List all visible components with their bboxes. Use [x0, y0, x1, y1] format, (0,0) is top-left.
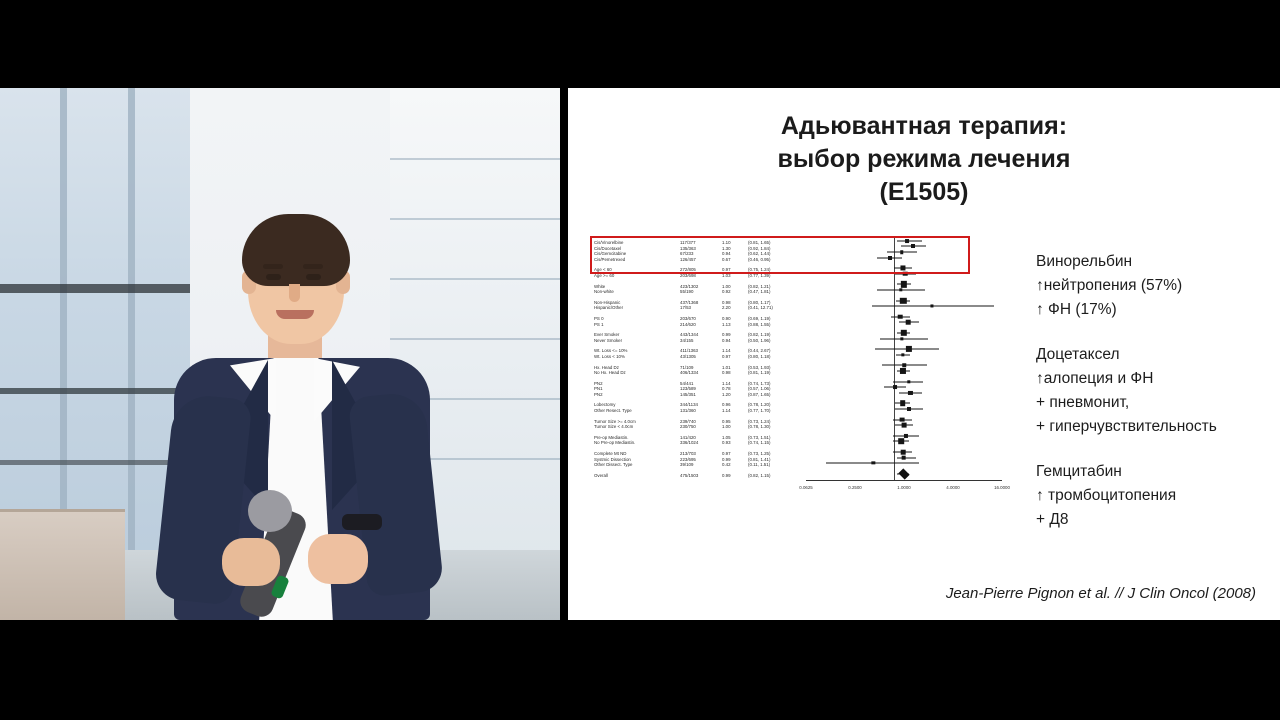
forest-cell-lbl: Overall [594, 472, 608, 478]
forest-cell-ci: (0.82, 1.19) [748, 332, 771, 338]
forest-plot-row [594, 440, 804, 446]
forest-cell-n: 230/750 [680, 424, 696, 430]
forest-cell-hr: 0.93 [722, 440, 731, 446]
forest-cell-lbl: Other Dissect. Type [594, 462, 633, 468]
forest-cell-n: 126/457 [680, 256, 696, 262]
forest-cell-hr: 1.00 [722, 283, 731, 289]
forest-cell-ci: (0.57, 1.06) [748, 386, 771, 392]
forest-cell-ci: (0.41, 12.71) [748, 305, 773, 311]
forest-cell-hr: 2.20 [722, 305, 731, 311]
forest-cell-n: 411/1363 [680, 348, 698, 354]
podium [0, 509, 125, 620]
citation: Jean-Pierre Pignon et al. // J Clin Oncol (2008) [945, 585, 1256, 602]
note-group [1036, 460, 1272, 532]
forest-cell-ci: (0.75, 1.24) [748, 267, 771, 273]
overall-estimate-marker [898, 468, 909, 479]
forest-cell-lbl: Age >= 60 [594, 272, 615, 278]
forest-plot-labels [594, 240, 804, 478]
forest-cell-lbl: PN2 [594, 391, 603, 397]
x-axis-tick-label: 4.0000 [946, 484, 960, 490]
forest-cell-lbl: Cis/Pemetrexed [594, 256, 626, 262]
note-line: ↑ ФН (17%) [1036, 301, 1117, 318]
forest-cell-hr: 0.90 [722, 315, 731, 321]
forest-cell-n: 336/1024 [680, 440, 699, 446]
slide-title-line-2: выбор режима лечения [777, 145, 1071, 173]
forest-cell-hr: 0.97 [722, 353, 731, 359]
forest-cell-lbl: Non-white [594, 289, 614, 295]
forest-cell-n: 131/360 [680, 408, 696, 414]
forest-plot-row [594, 424, 804, 430]
forest-cell-ci: (0.73, 1.24) [748, 418, 771, 424]
forest-plot-row [594, 338, 804, 344]
forest-cell-lbl: Tumor Size < 4.0cm [594, 424, 634, 430]
forest-cell-lbl: Age < 60 [594, 267, 612, 273]
highlight-box [590, 236, 970, 274]
point-estimate-marker [899, 439, 905, 445]
forest-cell-n: 123/589 [680, 386, 696, 392]
forest-cell-n: 475/1503 [680, 472, 699, 478]
point-estimate-marker [900, 337, 903, 340]
forest-cell-ci: (0.82, 1.15) [748, 472, 771, 478]
forest-cell-ci: (0.73, 1.25) [748, 451, 771, 457]
forest-cell-hr: 1.13 [722, 321, 731, 327]
forest-cell-n: 141/420 [680, 434, 696, 440]
forest-cell-lbl: Pre-op Mediastin. [594, 434, 629, 440]
forest-cell-lbl: Systmic Dissection [594, 456, 631, 462]
point-estimate-marker [902, 423, 907, 428]
forest-plot-row [594, 392, 804, 398]
point-estimate-marker [907, 380, 910, 383]
forest-cell-lbl: PN1 [594, 386, 603, 392]
forest-cell-ci: (0.80, 1.17) [748, 299, 771, 305]
mouth [276, 310, 314, 319]
forest-cell-ci: (0.73, 1.51) [748, 434, 771, 440]
confidence-interval [880, 338, 928, 339]
forest-cell-hr: 0.99 [722, 332, 731, 338]
forest-cell-ci: (0.82, 1.21) [748, 283, 771, 289]
forest-cell-ci: (0.81, 1.19) [748, 370, 771, 376]
forest-cell-hr: 0.99 [722, 456, 731, 462]
point-estimate-marker [900, 297, 906, 303]
forest-cell-lbl: Tumor Size >= 4.0cm [594, 418, 636, 424]
forest-cell-n: 67/233 [680, 251, 694, 257]
point-estimate-marker [900, 401, 906, 407]
hand-right [308, 534, 368, 584]
point-estimate-marker [901, 353, 904, 356]
forest-cell-n: 117/377 [680, 240, 696, 245]
forest-cell-n: 344/1134 [680, 402, 698, 408]
forest-cell-lbl: No Hx. Head Dz [594, 370, 626, 376]
slide-view [568, 88, 1280, 620]
forest-cell-lbl: PS 1 [594, 321, 604, 327]
forest-cell-hr: 1.01 [722, 364, 731, 370]
forest-cell-n: 223/695 [680, 456, 696, 462]
speaker-video [0, 88, 560, 620]
forest-cell-hr: 0.94 [722, 337, 731, 343]
eyebrow-left [263, 264, 283, 269]
slide-notes [1036, 250, 1272, 553]
forest-cell-ci: (0.62, 1.44) [748, 251, 771, 257]
forest-cell-lbl: Lobectomy [594, 402, 616, 408]
point-estimate-marker [906, 346, 912, 352]
note-line: + Д8 [1036, 511, 1069, 528]
forest-cell-hr: 0.78 [722, 386, 731, 392]
forest-cell-ci: (0.53, 1.93) [748, 364, 771, 370]
slide-title-line-3: (E1505) [879, 178, 969, 206]
forest-cell-ci: (0.44, 2.67) [748, 348, 771, 354]
forest-plot-row [594, 370, 804, 376]
forest-cell-n: 239/740 [680, 418, 696, 424]
point-estimate-marker [907, 407, 911, 411]
forest-cell-ci: (0.81, 1.41) [748, 456, 771, 462]
forest-cell-lbl: Complete Mt ND [594, 451, 627, 457]
forest-plot-row [594, 354, 804, 360]
forest-cell-ci: (0.46, 0.95) [748, 256, 771, 262]
forest-cell-n: 135/363 [680, 245, 696, 251]
microphone-head [248, 490, 292, 532]
forest-cell-hr: 0.98 [722, 370, 731, 376]
wristwatch [342, 514, 382, 530]
forest-cell-hr: 0.94 [722, 251, 731, 257]
forest-cell-lbl: Cis/Vinorelbine [594, 240, 624, 245]
hair [242, 214, 350, 286]
forest-cell-n: 406/1334 [680, 370, 699, 376]
forest-cell-ci: (0.11, 1.51) [748, 462, 771, 468]
forest-cell-hr: 1.14 [722, 380, 731, 386]
forest-plot-row [594, 322, 804, 328]
forest-cell-hr: 0.95 [722, 418, 731, 424]
forest-cell-ci: (0.78, 1.30) [748, 424, 771, 430]
forest-plot-row [594, 473, 804, 479]
point-estimate-marker [900, 330, 906, 336]
forest-cell-n: 34/155 [680, 337, 694, 343]
forest-cell-hr: 1.14 [722, 408, 731, 414]
point-estimate-marker [872, 462, 875, 465]
x-axis-tick-label: 16.0000 [994, 484, 1010, 490]
note-line: + гиперчувствительность [1036, 418, 1217, 435]
forest-cell-ci: (0.74, 1.15) [748, 440, 771, 446]
forest-cell-n: 43/1305 [680, 353, 696, 359]
forest-cell-hr: 0.92 [722, 289, 731, 295]
forest-cell-hr: 1.14 [722, 348, 731, 354]
forest-plot-area [799, 238, 1010, 490]
hand-left [222, 538, 280, 586]
forest-cell-hr: 0.67 [722, 256, 731, 262]
forest-cell-n: 443/1344 [680, 332, 699, 338]
point-estimate-marker [899, 288, 902, 291]
forest-cell-ci: (0.78, 1.20) [748, 402, 771, 408]
null-effect-line [894, 238, 895, 481]
slide-title-line-1: Адьювантная терапия: [780, 112, 1068, 140]
point-estimate-marker [906, 320, 911, 325]
forest-cell-n: 54/441 [680, 380, 694, 386]
forest-cell-ci: (0.69, 1.19) [748, 315, 771, 321]
forest-plot-row [594, 462, 804, 468]
forest-cell-hr: 0.99 [722, 472, 731, 478]
forest-cell-n: 55/190 [680, 289, 694, 295]
forest-cell-hr: 0.97 [722, 267, 731, 273]
forest-cell-hr: 1.20 [722, 391, 731, 397]
forest-cell-hr: 0.42 [722, 462, 731, 468]
note-heading: Гемцитабин [1036, 463, 1122, 480]
point-estimate-marker [901, 281, 907, 287]
note-line: ↑алопеция и ФН [1036, 370, 1154, 387]
forest-cell-ci: (0.92, 1.84) [748, 245, 771, 251]
page-title [568, 110, 1280, 209]
forest-cell-n: 214/620 [680, 321, 696, 327]
forest-plot-row [594, 305, 804, 311]
forest-cell-ci: (0.77, 1.39) [748, 272, 771, 278]
forest-cell-n: 145/351 [680, 391, 696, 397]
note-line: ↑ тромбоцитопения [1036, 487, 1177, 504]
presenter [150, 208, 450, 620]
forest-cell-lbl: Ever Smoker [594, 332, 620, 338]
forest-cell-lbl: PS 0 [594, 315, 604, 321]
point-estimate-marker [908, 391, 912, 395]
forest-cell-lbl: PN2 [594, 380, 603, 386]
forest-cell-lbl: Other Resect. Type [594, 408, 632, 414]
point-estimate-marker [930, 305, 933, 308]
point-estimate-marker [898, 315, 903, 320]
forest-cell-lbl: Non-Hispanic [594, 299, 621, 305]
confidence-interval [897, 457, 917, 458]
forest-cell-hr: 0.97 [722, 451, 731, 457]
forest-cell-hr: 1.10 [722, 240, 731, 245]
forest-cell-hr: 1.03 [722, 272, 731, 278]
note-group [1036, 343, 1272, 439]
forest-cell-lbl: White [594, 283, 606, 289]
forest-cell-hr: 1.30 [722, 245, 731, 251]
eye-left [266, 274, 281, 280]
forest-plot-row [594, 289, 804, 295]
forest-cell-ci: (0.87, 1.65) [748, 391, 771, 397]
forest-plot-row [594, 408, 804, 414]
note-heading: Доцетаксел [1036, 346, 1120, 363]
forest-cell-n: 203/670 [680, 315, 696, 321]
forest-cell-n: 203/698 [680, 272, 696, 278]
nose [289, 284, 300, 302]
point-estimate-marker [900, 417, 905, 422]
forest-cell-lbl: Hispanic/Other [594, 305, 624, 311]
pane-divider [560, 88, 568, 620]
note-group [1036, 250, 1272, 322]
point-estimate-marker [893, 385, 897, 389]
forest-cell-ci: (0.88, 1.55) [748, 321, 771, 327]
forest-plot [594, 240, 1010, 555]
forest-cell-lbl: Wt. Loss <= 10% [594, 348, 628, 354]
point-estimate-marker [901, 450, 906, 455]
forest-cell-n: 17/53 [680, 305, 691, 311]
forest-cell-ci: (0.80, 1.18) [748, 353, 771, 359]
forest-cell-n: 423/1302 [680, 283, 699, 289]
eyebrow-right [303, 264, 323, 269]
x-axis-tick-label: 0.2500 [848, 484, 862, 490]
forest-cell-lbl: Wt. Loss < 10% [594, 353, 625, 359]
forest-cell-n: 437/1368 [680, 299, 699, 305]
forest-cell-ci: (0.77, 1.70) [748, 408, 771, 414]
note-heading: Винорельбин [1036, 253, 1133, 270]
note-line: ↑нейтропения (57%) [1036, 277, 1183, 294]
forest-cell-hr: 1.00 [722, 424, 731, 430]
eye-right [306, 274, 321, 280]
forest-cell-ci: (0.50, 1.96) [748, 337, 771, 343]
forest-cell-lbl: Hx. Head Dz [594, 364, 619, 370]
forest-cell-n: 39/109 [680, 462, 694, 468]
forest-cell-lbl: No Pre-op Mediastin. [594, 440, 636, 446]
forest-cell-hr: 0.98 [722, 299, 731, 305]
forest-cell-lbl: Never Smoker [594, 337, 623, 343]
point-estimate-marker [901, 455, 906, 460]
forest-cell-ci: (0.81, 1.65) [748, 240, 771, 245]
forest-cell-n: 213/703 [680, 451, 696, 457]
forest-cell-ci: (0.47, 1.81) [748, 289, 771, 295]
point-estimate-marker [900, 368, 906, 374]
forest-cell-lbl: Cis/Gemcitabine [594, 251, 627, 257]
forest-cell-n: 272/805 [680, 267, 696, 273]
forest-cell-ci: (0.74, 1.73) [748, 380, 771, 386]
point-estimate-marker [904, 434, 908, 438]
note-line: + пневмонит, [1036, 394, 1130, 411]
point-estimate-marker [903, 364, 907, 368]
forest-cell-n: 71/109 [680, 364, 694, 370]
forest-cell-hr: 0.96 [722, 402, 731, 408]
x-axis-tick-label: 0.0625 [799, 484, 813, 490]
x-axis-tick-label: 1.0000 [897, 484, 911, 490]
forest-cell-lbl: Cis/Docetaxel [594, 245, 622, 251]
forest-cell-hr: 1.05 [722, 434, 731, 440]
